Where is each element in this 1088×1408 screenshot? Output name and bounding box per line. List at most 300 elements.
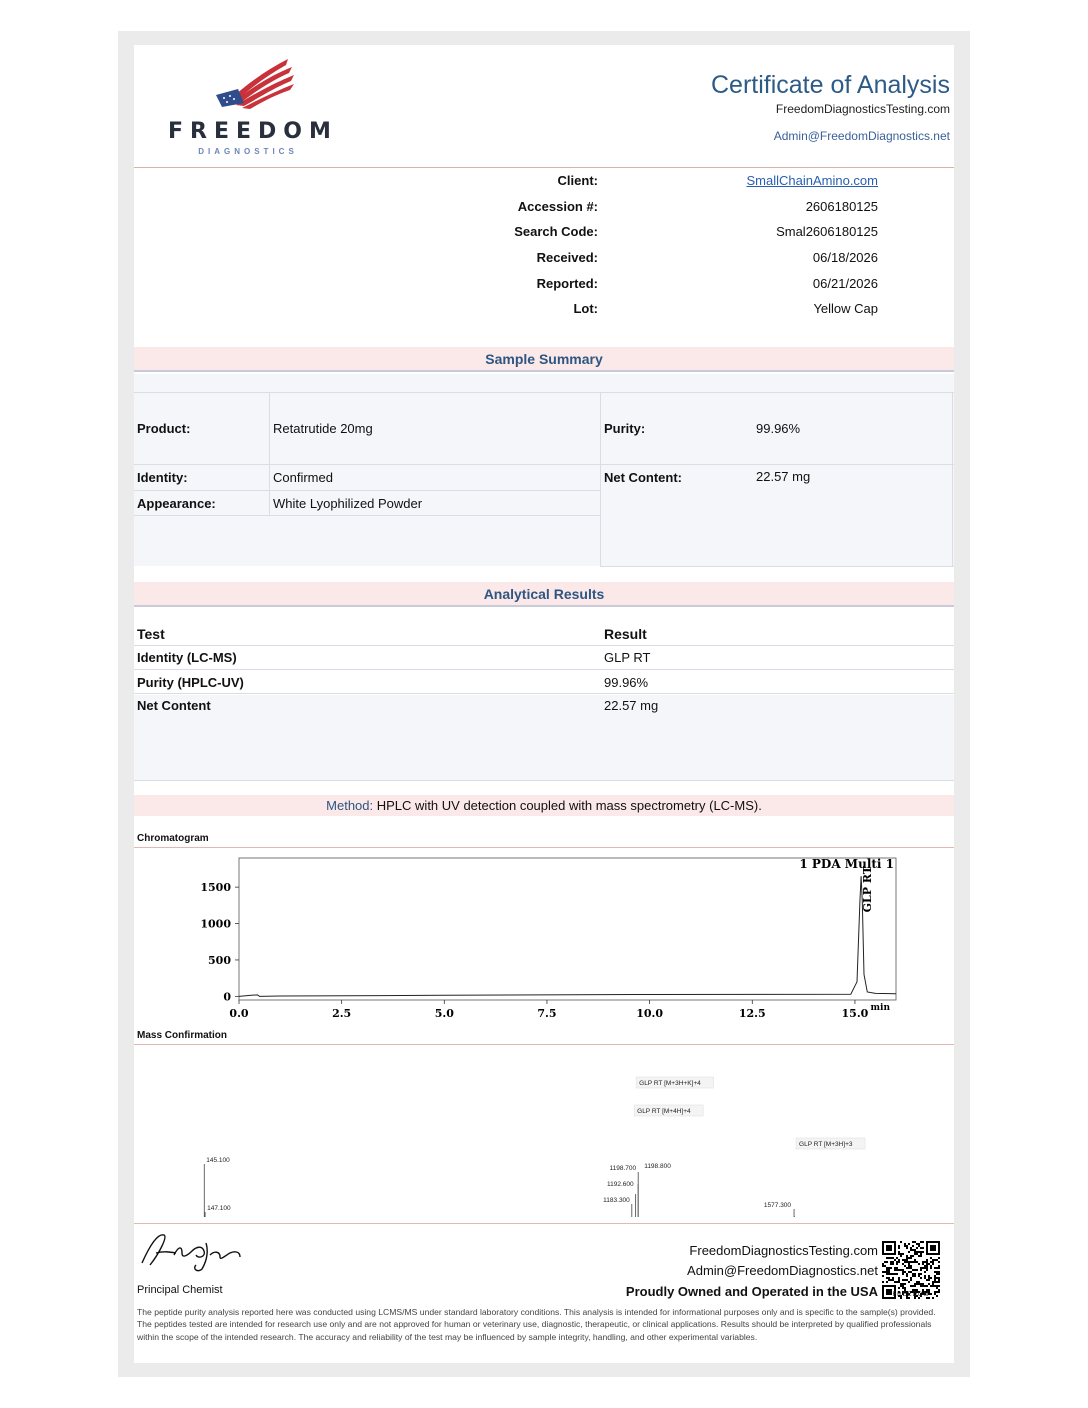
qr-module: [936, 1281, 938, 1283]
qr-module: [900, 1253, 902, 1255]
qr-module: [886, 1271, 888, 1273]
footer-website[interactable]: FreedomDiagnosticsTesting.com: [689, 1243, 878, 1258]
qr-module: [918, 1281, 920, 1283]
qr-module: [884, 1271, 886, 1273]
test-name: Identity (LC-MS): [137, 650, 237, 665]
qr-module: [916, 1251, 918, 1253]
peak-label: GLP RT: [861, 866, 875, 913]
qr-module: [898, 1253, 900, 1255]
qr-module: [926, 1259, 928, 1261]
qr-module: [920, 1285, 922, 1287]
certificate-page: [134, 45, 954, 1363]
grid-line: [952, 392, 953, 567]
x-tick-label: 0.0: [229, 1007, 249, 1020]
client-label: Client:: [557, 173, 598, 188]
grid-line: [600, 566, 954, 567]
qr-module: [914, 1261, 916, 1263]
chart-divider: [134, 847, 954, 848]
qr-module: [920, 1247, 922, 1249]
qr-module: [912, 1261, 914, 1263]
disclaimer-text: The peptide purity analysis reported here was conducted using LCMS/MS under standard laboratory conditions. This analysis is intended for informational purposes only and is specific to the sample(s) provided. The peptides tested are intended for research use only and are not approved for human or veterinary use, diagnostic, therapeutic, or clinical applications. Results should be interpreted by qualified professionals within the scope of the intended research. The accuracy and reliability of the test may be influenced by sample integrity, handling, and other experimental variables.: [137, 1307, 936, 1342]
qr-module: [916, 1269, 918, 1271]
qr-module: [934, 1281, 936, 1283]
qr-module: [896, 1257, 898, 1259]
purity-label: Purity:: [604, 421, 646, 436]
qr-module: [900, 1241, 902, 1243]
qr-module: [922, 1261, 924, 1263]
grid-line: [600, 392, 601, 567]
grid-line: [269, 392, 270, 516]
qr-module: [924, 1285, 926, 1287]
qr-module: [888, 1271, 890, 1273]
qr-module: [898, 1245, 900, 1247]
qr-module: [922, 1251, 924, 1253]
qr-module: [912, 1275, 914, 1277]
qr-module: [916, 1247, 918, 1249]
qr-module: [898, 1261, 900, 1263]
qr-module: [888, 1279, 890, 1281]
qr-module: [924, 1277, 926, 1279]
info-row-client: [134, 173, 954, 197]
qr-module: [936, 1287, 938, 1289]
qr-module: [884, 1261, 886, 1263]
qr-module: [888, 1257, 890, 1259]
qr-module: [934, 1285, 936, 1287]
header-website: FreedomDiagnosticsTesting.com: [775, 102, 950, 116]
qr-module: [938, 1277, 940, 1279]
peak-label: 1198.700: [609, 1165, 637, 1172]
qr-module: [908, 1263, 910, 1265]
qr-module: [886, 1277, 888, 1279]
qr-module: [920, 1253, 922, 1255]
qr-code-icon[interactable]: [882, 1241, 940, 1299]
lot-value: Yellow Cap: [813, 301, 878, 316]
qr-module: [924, 1261, 926, 1263]
y-tick-label: 1000: [200, 917, 231, 931]
peak-label: 147.100: [207, 1205, 231, 1212]
freedom-logo: [168, 53, 338, 156]
qr-module: [938, 1279, 940, 1281]
qr-module: [904, 1279, 906, 1281]
qr-module: [908, 1267, 910, 1269]
qr-module: [894, 1259, 896, 1261]
qr-module: [898, 1251, 900, 1253]
grid-line: [134, 669, 954, 670]
qr-module: [914, 1269, 916, 1271]
footer-tagline: Proudly Owned and Operated in the USA: [625, 1284, 878, 1299]
qr-module: [906, 1267, 908, 1269]
qr-module: [886, 1281, 888, 1283]
qr-module: [910, 1277, 912, 1279]
client-link[interactable]: SmallChainAmino.com: [746, 173, 878, 188]
qr-module: [926, 1289, 928, 1291]
info-row-received: [134, 250, 954, 274]
qr-module: [912, 1273, 914, 1275]
col-result-header: Result: [604, 626, 647, 642]
info-row-lot: [134, 301, 954, 325]
flag-wing-icon: [168, 53, 328, 117]
qr-module: [886, 1269, 888, 1271]
qr-module: [914, 1249, 916, 1251]
qr-module: [910, 1267, 912, 1269]
qr-module: [888, 1267, 890, 1269]
qr-module: [938, 1281, 940, 1283]
qr-module: [928, 1263, 930, 1265]
qr-module: [898, 1279, 900, 1281]
qr-module: [922, 1267, 924, 1269]
qr-module: [910, 1279, 912, 1281]
qr-module: [928, 1279, 930, 1281]
qr-module: [908, 1281, 910, 1283]
qr-module: [906, 1261, 908, 1263]
peak-label: 1192.600: [606, 1181, 634, 1188]
qr-module: [906, 1245, 908, 1247]
test-result: 99.96%: [604, 675, 649, 690]
qr-module: [896, 1269, 898, 1271]
appearance-label: Appearance:: [137, 496, 216, 511]
qr-module: [922, 1263, 924, 1265]
qr-module: [920, 1277, 922, 1279]
qr-module: [936, 1259, 938, 1261]
qr-module: [912, 1249, 914, 1251]
x-tick-label: 12.5: [738, 1007, 766, 1020]
ion-annotation: GLP RT [M+4H]+4: [637, 1108, 691, 1115]
qr-module: [910, 1249, 912, 1251]
qr-module: [902, 1253, 904, 1255]
results-panel: [134, 695, 954, 780]
qr-module: [930, 1285, 932, 1287]
logo-wordmark: FREEDOM: [168, 119, 338, 144]
qr-module: [890, 1257, 892, 1259]
reported-value: 06/21/2026: [812, 276, 878, 291]
col-test-header: Test: [137, 626, 165, 642]
qr-module: [898, 1281, 900, 1283]
appearance-value: White Lyophilized Powder: [273, 496, 423, 511]
qr-module: [900, 1283, 902, 1285]
qr-module: [904, 1289, 906, 1291]
qr-module: [908, 1243, 910, 1245]
qr-module: [936, 1267, 938, 1269]
grid-line: [134, 780, 954, 781]
analytical-results-header: Analytical Results: [134, 582, 954, 607]
qr-module: [900, 1285, 902, 1287]
qr-module: [896, 1261, 898, 1263]
test-result: 22.57 mg: [604, 698, 659, 713]
qr-module: [920, 1269, 922, 1271]
qr-module: [926, 1267, 928, 1269]
qr-module: [912, 1255, 914, 1257]
trace-label: 1 PDA Multi 1: [799, 857, 894, 871]
product-value: Retatrutide 20mg: [273, 421, 373, 436]
qr-module: [892, 1263, 894, 1265]
identity-value: Confirmed: [273, 470, 333, 485]
signature-image: [136, 1225, 242, 1275]
x-axis-unit: min: [870, 1003, 890, 1013]
qr-module: [932, 1285, 934, 1287]
qr-module: [902, 1273, 904, 1275]
signatory-role: Principal Chemist: [137, 1284, 223, 1296]
product-label: Product:: [137, 421, 191, 436]
qr-module: [904, 1283, 906, 1285]
qr-module: [932, 1261, 934, 1263]
sample-summary-panel: [134, 374, 954, 566]
qr-module: [882, 1263, 884, 1265]
qr-module: [930, 1257, 932, 1259]
qr-module: [916, 1261, 918, 1263]
qr-module: [914, 1275, 916, 1277]
qr-module: [916, 1289, 918, 1291]
qr-module: [914, 1259, 916, 1261]
chromatogram-chart: [134, 850, 954, 1025]
method-label: Method:: [326, 798, 374, 813]
qr-module: [928, 1275, 930, 1277]
qr-module: [920, 1241, 922, 1243]
received-value: 06/18/2026: [812, 250, 878, 265]
qr-module: [934, 1275, 936, 1277]
qr-module: [904, 1245, 906, 1247]
qr-module: [892, 1257, 894, 1259]
qr-module: [910, 1255, 912, 1257]
qr-module: [936, 1285, 938, 1287]
x-tick-label: 15.0: [841, 1007, 869, 1020]
qr-module: [914, 1283, 916, 1285]
sample-summary-header: Sample Summary: [134, 347, 954, 372]
qr-module: [926, 1261, 928, 1263]
purity-value: 99.96%: [756, 421, 801, 436]
x-tick-label: 5.0: [434, 1007, 454, 1020]
qr-module: [914, 1285, 916, 1287]
qr-module: [920, 1255, 922, 1257]
header-divider: [134, 167, 954, 168]
qr-module: [902, 1287, 904, 1289]
qr-module: [904, 1243, 906, 1245]
qr-module: [938, 1285, 940, 1287]
qr-module: [928, 1283, 930, 1285]
mass-spectrum-chart: [134, 1047, 954, 1217]
qr-module: [902, 1279, 904, 1281]
qr-module: [886, 1261, 888, 1263]
qr-module: [916, 1253, 918, 1255]
qr-module: [916, 1281, 918, 1283]
qr-module: [936, 1273, 938, 1275]
qr-module: [922, 1285, 924, 1287]
qr-module: [890, 1267, 892, 1269]
qr-module: [912, 1245, 914, 1247]
qr-module: [916, 1283, 918, 1285]
qr-module: [908, 1251, 910, 1253]
grid-line: [134, 464, 954, 465]
qr-module: [912, 1285, 914, 1287]
qr-module: [916, 1243, 918, 1245]
qr-module: [932, 1263, 934, 1265]
qr-module: [912, 1269, 914, 1271]
qr-module: [938, 1265, 940, 1267]
qr-module: [906, 1279, 908, 1281]
qr-module: [926, 1279, 928, 1281]
qr-module: [930, 1261, 932, 1263]
qr-module: [934, 1259, 936, 1261]
qr-module: [918, 1243, 920, 1245]
qr-module: [938, 1289, 940, 1291]
qr-module: [912, 1241, 914, 1243]
qr-module: [930, 1265, 932, 1267]
qr-module: [922, 1289, 924, 1291]
qr-module: [936, 1271, 938, 1273]
qr-module: [928, 1289, 930, 1291]
y-tick-label: 500: [208, 953, 231, 967]
qr-module: [888, 1277, 890, 1279]
qr-module: [906, 1247, 908, 1249]
qr-module: [934, 1279, 936, 1281]
qr-caption: FREEDOM: [892, 1292, 930, 1298]
chart-divider: [134, 1044, 954, 1045]
qr-module: [910, 1271, 912, 1273]
qr-module: [908, 1271, 910, 1273]
qr-module: [910, 1247, 912, 1249]
qr-module: [918, 1255, 920, 1257]
qr-module: [906, 1255, 908, 1257]
qr-module: [928, 1277, 930, 1279]
qr-module: [914, 1273, 916, 1275]
qr-module: [906, 1273, 908, 1275]
qr-module: [938, 1271, 940, 1273]
page-title: Certificate of Analysis: [711, 71, 950, 99]
qr-module: [894, 1267, 896, 1269]
lot-label: Lot:: [573, 301, 598, 316]
qr-module: [938, 1261, 940, 1263]
qr-module: [904, 1261, 906, 1263]
test-result: GLP RT: [604, 650, 651, 665]
qr-module: [902, 1283, 904, 1285]
qr-module: [884, 1265, 886, 1267]
qr-module: [920, 1273, 922, 1275]
qr-module: [924, 1265, 926, 1267]
qr-module: [924, 1275, 926, 1277]
reported-label: Reported:: [536, 276, 598, 291]
y-tick-label: 0: [223, 990, 231, 1004]
peak-label: 145.100: [206, 1157, 230, 1164]
qr-module: [914, 1241, 916, 1243]
identity-label: Identity:: [137, 470, 188, 485]
accession-label: Accession #:: [517, 199, 598, 214]
qr-module: [894, 1269, 896, 1271]
qr-module: [892, 1261, 894, 1263]
ion-annotation: GLP RT [M+3H+K]+4: [639, 1080, 701, 1087]
qr-module: [918, 1263, 920, 1265]
method-text: HPLC with UV detection coupled with mass spectrometry (LC-MS).: [373, 798, 762, 813]
y-tick-label: 1500: [200, 881, 231, 895]
qr-module: [924, 1271, 926, 1273]
qr-module: [888, 1273, 890, 1275]
grid-line: [134, 515, 600, 516]
qr-module: [882, 1265, 884, 1267]
chromatogram-trace: [239, 876, 896, 996]
footer-email[interactable]: Admin@FreedomDiagnostics.net: [687, 1263, 878, 1278]
qr-module: [926, 1265, 928, 1267]
qr-module: [900, 1255, 902, 1257]
qr-module: [890, 1279, 892, 1281]
qr-module: [936, 1277, 938, 1279]
peak-label: 1183.300: [603, 1197, 630, 1204]
qr-finder: [886, 1245, 892, 1251]
qr-module: [918, 1283, 920, 1285]
qr-module: [890, 1261, 892, 1263]
method-note: [134, 795, 954, 816]
qr-module: [926, 1263, 928, 1265]
logo-subtext: DIAGNOSTICS: [198, 147, 298, 156]
plot-frame: [239, 858, 896, 1000]
qr-module: [906, 1257, 908, 1259]
qr-module: [906, 1275, 908, 1277]
qr-module: [902, 1259, 904, 1261]
qr-module: [896, 1273, 898, 1275]
qr-module: [932, 1259, 934, 1261]
accession-value: 2606180125: [805, 199, 878, 214]
qr-module: [882, 1275, 884, 1277]
grid-line: [134, 693, 954, 694]
info-row-accession: [134, 199, 954, 223]
info-row-search-code: [134, 224, 954, 248]
qr-module: [898, 1247, 900, 1249]
qr-module: [934, 1271, 936, 1273]
qr-module: [904, 1271, 906, 1273]
qr-module: [906, 1259, 908, 1261]
qr-module: [904, 1259, 906, 1261]
search-code-label: Search Code:: [514, 224, 598, 239]
test-name: Purity (HPLC-UV): [137, 675, 244, 690]
qr-module: [894, 1273, 896, 1275]
qr-module: [924, 1267, 926, 1269]
qr-module: [914, 1253, 916, 1255]
footer-divider: [134, 1223, 954, 1224]
qr-module: [896, 1281, 898, 1283]
qr-module: [926, 1269, 928, 1271]
peak-label: 1198.800: [644, 1163, 671, 1170]
search-code-value: Smal2606180125: [776, 224, 878, 239]
x-tick-label: 10.0: [636, 1007, 664, 1020]
qr-module: [912, 1289, 914, 1291]
qr-module: [926, 1285, 928, 1287]
qr-module: [918, 1275, 920, 1277]
qr-module: [898, 1277, 900, 1279]
qr-module: [922, 1247, 924, 1249]
qr-module: [934, 1267, 936, 1269]
qr-module: [918, 1251, 920, 1253]
header-email-link[interactable]: Admin@FreedomDiagnostics.net: [773, 129, 950, 143]
qr-module: [902, 1269, 904, 1271]
qr-module: [932, 1283, 934, 1285]
net-content-value: 22.57 mg: [756, 469, 811, 484]
qr-module: [930, 1277, 932, 1279]
info-row-reported: [134, 276, 954, 300]
qr-module: [890, 1273, 892, 1275]
qr-module: [938, 1267, 940, 1269]
chromatogram-title: Chromatogram: [137, 833, 209, 844]
qr-module: [938, 1273, 940, 1275]
qr-module: [904, 1287, 906, 1289]
test-name: Net Content: [137, 698, 211, 713]
qr-module: [900, 1269, 902, 1271]
mass-confirmation-title: Mass Confirmation: [137, 1030, 228, 1041]
peak-label: 1577.300: [763, 1202, 792, 1209]
qr-module: [888, 1269, 890, 1271]
qr-module: [896, 1263, 898, 1265]
qr-module: [910, 1257, 912, 1259]
qr-module: [922, 1241, 924, 1243]
x-tick-label: 7.5: [537, 1007, 557, 1020]
grid-line: [134, 645, 954, 646]
qr-module: [922, 1283, 924, 1285]
